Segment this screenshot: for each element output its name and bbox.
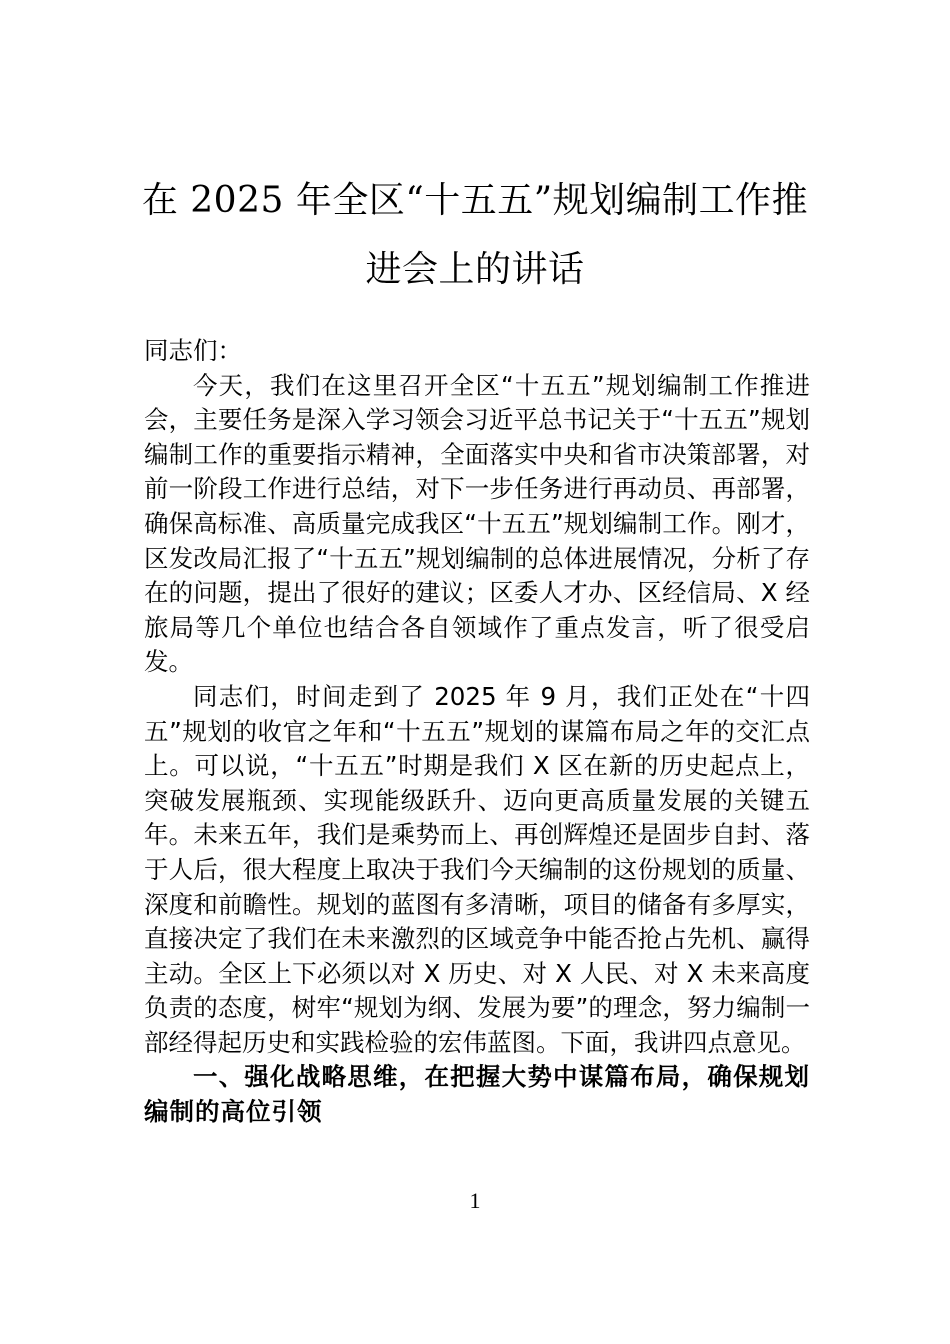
paragraph-2: 同志们，时间走到了 2025 年 9 月，我们正处在“十四五”规划的收官之年和“十五五”规划的谋篇布局之年的交汇点上。可以说，“十五五”时期是我们 X 区在新的历史起点上，突破发展瓶颈、实现能级跃升、迈向更高质量发展的关键五年。未来五年，我们是乘势而上、再创辉煌还是固步自封、落于人后，很大程度上取决于我们今天编制的这份规划的质量、深度和前瞻性。规划的蓝图有多清晰，项目的储备有多厚实，直接决定了我们在未来激烈的区域竞争中能否抢占先机、赢得主动。全区上下必须以对 X 历史、对 X 人民、对 X 未来高度负责的态度，树牢“规划为纲、发展为要”的理念，努力编制一部经得起历史和实践检验的宏伟蓝图。下面，我讲四点意见。 — [144, 681, 810, 1057]
document-body — [144, 334, 810, 1130]
section-heading-1: 一、强化战略思维，在把握大势中谋篇布局，确保规划编制的高位引领 — [144, 1062, 810, 1127]
salutation: 同志们： — [144, 336, 242, 365]
title-line-1: 在 2025 年全区“十五五”规划编制工作推 — [141, 180, 809, 221]
title-line-2: 进会上的讲话 — [365, 249, 585, 290]
page-number: 1 — [469, 1188, 481, 1213]
paragraph-1: 今天，我们在这里召开全区“十五五”规划编制工作推进会，主要任务是深入学习领会习近平总书记关于“十五五”规划编制工作的重要指示精神，全面落实中央和省市决策部署，对前一阶段工作进行总结，对下一步任务进行再动员、再部署，确保高标准、高质量完成我区“十五五”规划编制工作。刚才，区发改局汇报了“十五五”规划编制的总体进展情况，分析了存在的问题，提出了很好的建议；区委人才办、区经信局、X 经旅局等几个单位也结合各自领域作了重点发言，听了很受启发。 — [144, 370, 810, 677]
document-title — [100, 166, 850, 304]
